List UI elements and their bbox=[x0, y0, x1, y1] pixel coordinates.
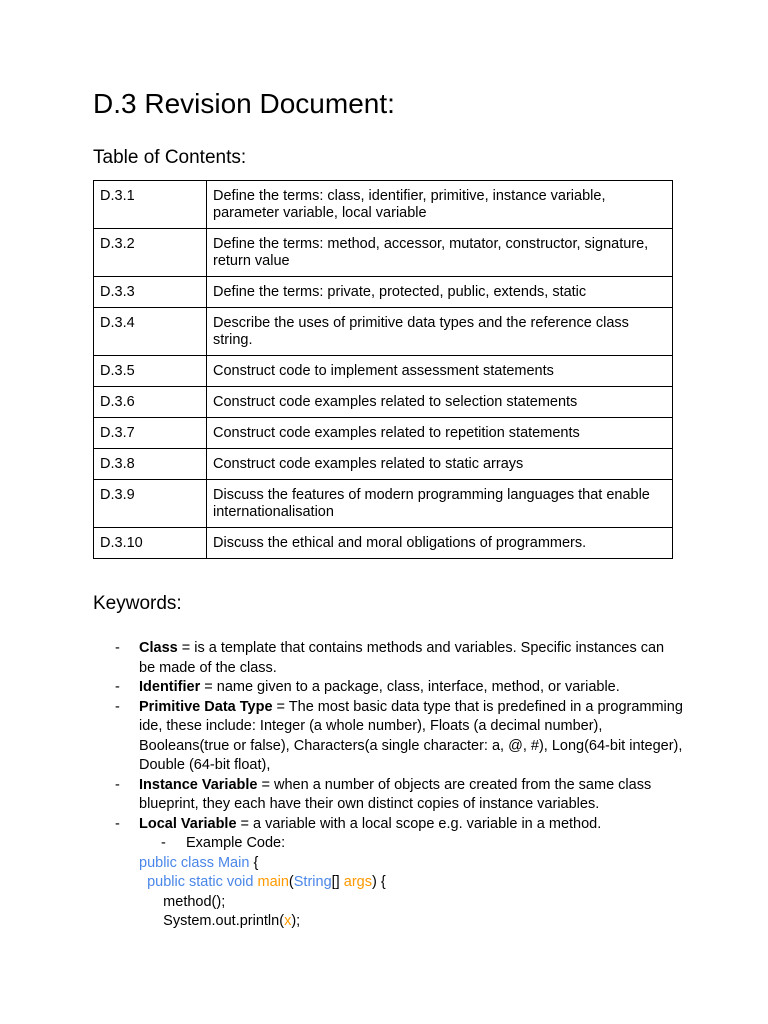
toc-code: D.3.2 bbox=[94, 229, 207, 277]
keyword-term: Instance Variable bbox=[139, 776, 258, 793]
keyword-term: Class bbox=[139, 640, 178, 656]
code-text: { bbox=[249, 854, 259, 871]
table-row bbox=[94, 480, 673, 528]
keyword-term: Primitive Data Type bbox=[139, 698, 273, 715]
table-row bbox=[94, 449, 673, 480]
code-line bbox=[139, 912, 683, 932]
list-item bbox=[93, 815, 683, 932]
keyword-definition: = The most basic data type that is predefined in a programming ide, these include: Integer (a whole number), Floats (a decimal number), Booleans(true or false), Characters(a single character: a, @, #), Long(64-bit integer), Double (64-bit float), bbox=[139, 698, 683, 773]
list-item bbox=[93, 639, 683, 678]
list-item bbox=[93, 776, 683, 815]
toc-code: D.3.8 bbox=[94, 449, 207, 480]
toc-description: Define the terms: private, protected, public, extends, static bbox=[207, 277, 673, 308]
toc-description: Define the terms: class, identifier, primitive, instance variable, parameter variable, local variable bbox=[207, 181, 673, 229]
list-item bbox=[139, 834, 683, 854]
code-text: System.out.println( bbox=[163, 913, 285, 929]
keyword-term: Identifier bbox=[139, 679, 201, 695]
code-line bbox=[139, 873, 683, 893]
toc-description: Construct code examples related to static arrays bbox=[207, 449, 673, 480]
table-row bbox=[94, 356, 673, 387]
code-type: String bbox=[293, 874, 332, 890]
toc-description: Construct code to implement assessment statements bbox=[207, 356, 673, 387]
keyword-term: Local Variable bbox=[139, 815, 237, 832]
bullet-dash: - bbox=[115, 698, 120, 715]
bullet-dash: - bbox=[115, 679, 120, 695]
keywords-list bbox=[93, 639, 683, 932]
toc-description: Discuss the ethical and moral obligations of programmers. bbox=[207, 528, 673, 559]
table-row bbox=[94, 277, 673, 308]
toc-code: D.3.7 bbox=[94, 418, 207, 449]
table-row bbox=[94, 387, 673, 418]
keyword-definition: = is a template that contains methods and variables. Specific instances can be made of the class. bbox=[139, 640, 665, 676]
code-line bbox=[139, 854, 683, 874]
list-item bbox=[93, 698, 683, 776]
bullet-dash: - bbox=[161, 835, 166, 851]
code-line bbox=[139, 893, 683, 913]
toc-heading: Table of Contents: bbox=[93, 147, 247, 168]
code-text: ( bbox=[288, 874, 294, 890]
table-row bbox=[94, 181, 673, 229]
bullet-dash: - bbox=[115, 776, 120, 793]
code-argument: x bbox=[284, 913, 292, 929]
list-item bbox=[93, 678, 683, 698]
table-row bbox=[94, 418, 673, 449]
code-example bbox=[139, 854, 683, 932]
toc-description: Describe the uses of primitive data types and the reference class string. bbox=[207, 308, 673, 356]
bullet-dash: - bbox=[115, 640, 120, 656]
keyword-definition: = name given to a package, class, interface, method, or variable. bbox=[200, 679, 620, 695]
code-text: [] bbox=[331, 874, 344, 890]
toc-code: D.3.3 bbox=[94, 277, 207, 308]
example-label: Example Code: bbox=[186, 835, 286, 851]
sub-list bbox=[139, 834, 683, 854]
code-keyword: public class Main bbox=[139, 854, 250, 871]
code-text: method(); bbox=[163, 893, 226, 910]
toc-code: D.3.10 bbox=[94, 528, 207, 559]
keyword-definition: = when a number of objects are created from the same class blueprint, they each have their own distinct copies of instance variables. bbox=[139, 776, 652, 812]
keywords-heading: Keywords: bbox=[93, 593, 182, 614]
keyword-definition: = a variable with a local scope e.g. variable in a method. bbox=[236, 815, 602, 832]
toc-description: Construct code examples related to repetition statements bbox=[207, 418, 673, 449]
toc-code: D.3.6 bbox=[94, 387, 207, 418]
toc-description: Construct code examples related to selection statements bbox=[207, 387, 673, 418]
toc-code: D.3.4 bbox=[94, 308, 207, 356]
toc-code: D.3.9 bbox=[94, 480, 207, 528]
code-argument: args bbox=[343, 874, 372, 890]
toc-description: Define the terms: method, accessor, mutator, constructor, signature, return value bbox=[207, 229, 673, 277]
code-text: ) { bbox=[371, 874, 386, 890]
toc-code: D.3.5 bbox=[94, 356, 207, 387]
table-row bbox=[94, 308, 673, 356]
code-text: ); bbox=[291, 913, 301, 929]
document-title: D.3 Revision Document: bbox=[93, 88, 395, 119]
toc-code: D.3.1 bbox=[94, 181, 207, 229]
toc-table bbox=[93, 180, 673, 559]
table-row bbox=[94, 528, 673, 559]
bullet-dash: - bbox=[115, 815, 120, 832]
table-row bbox=[94, 229, 673, 277]
code-keyword: public static void bbox=[147, 874, 254, 890]
toc-description: Discuss the features of modern programming languages that enable internationalisation bbox=[207, 480, 673, 528]
code-method-name: main bbox=[257, 874, 289, 890]
